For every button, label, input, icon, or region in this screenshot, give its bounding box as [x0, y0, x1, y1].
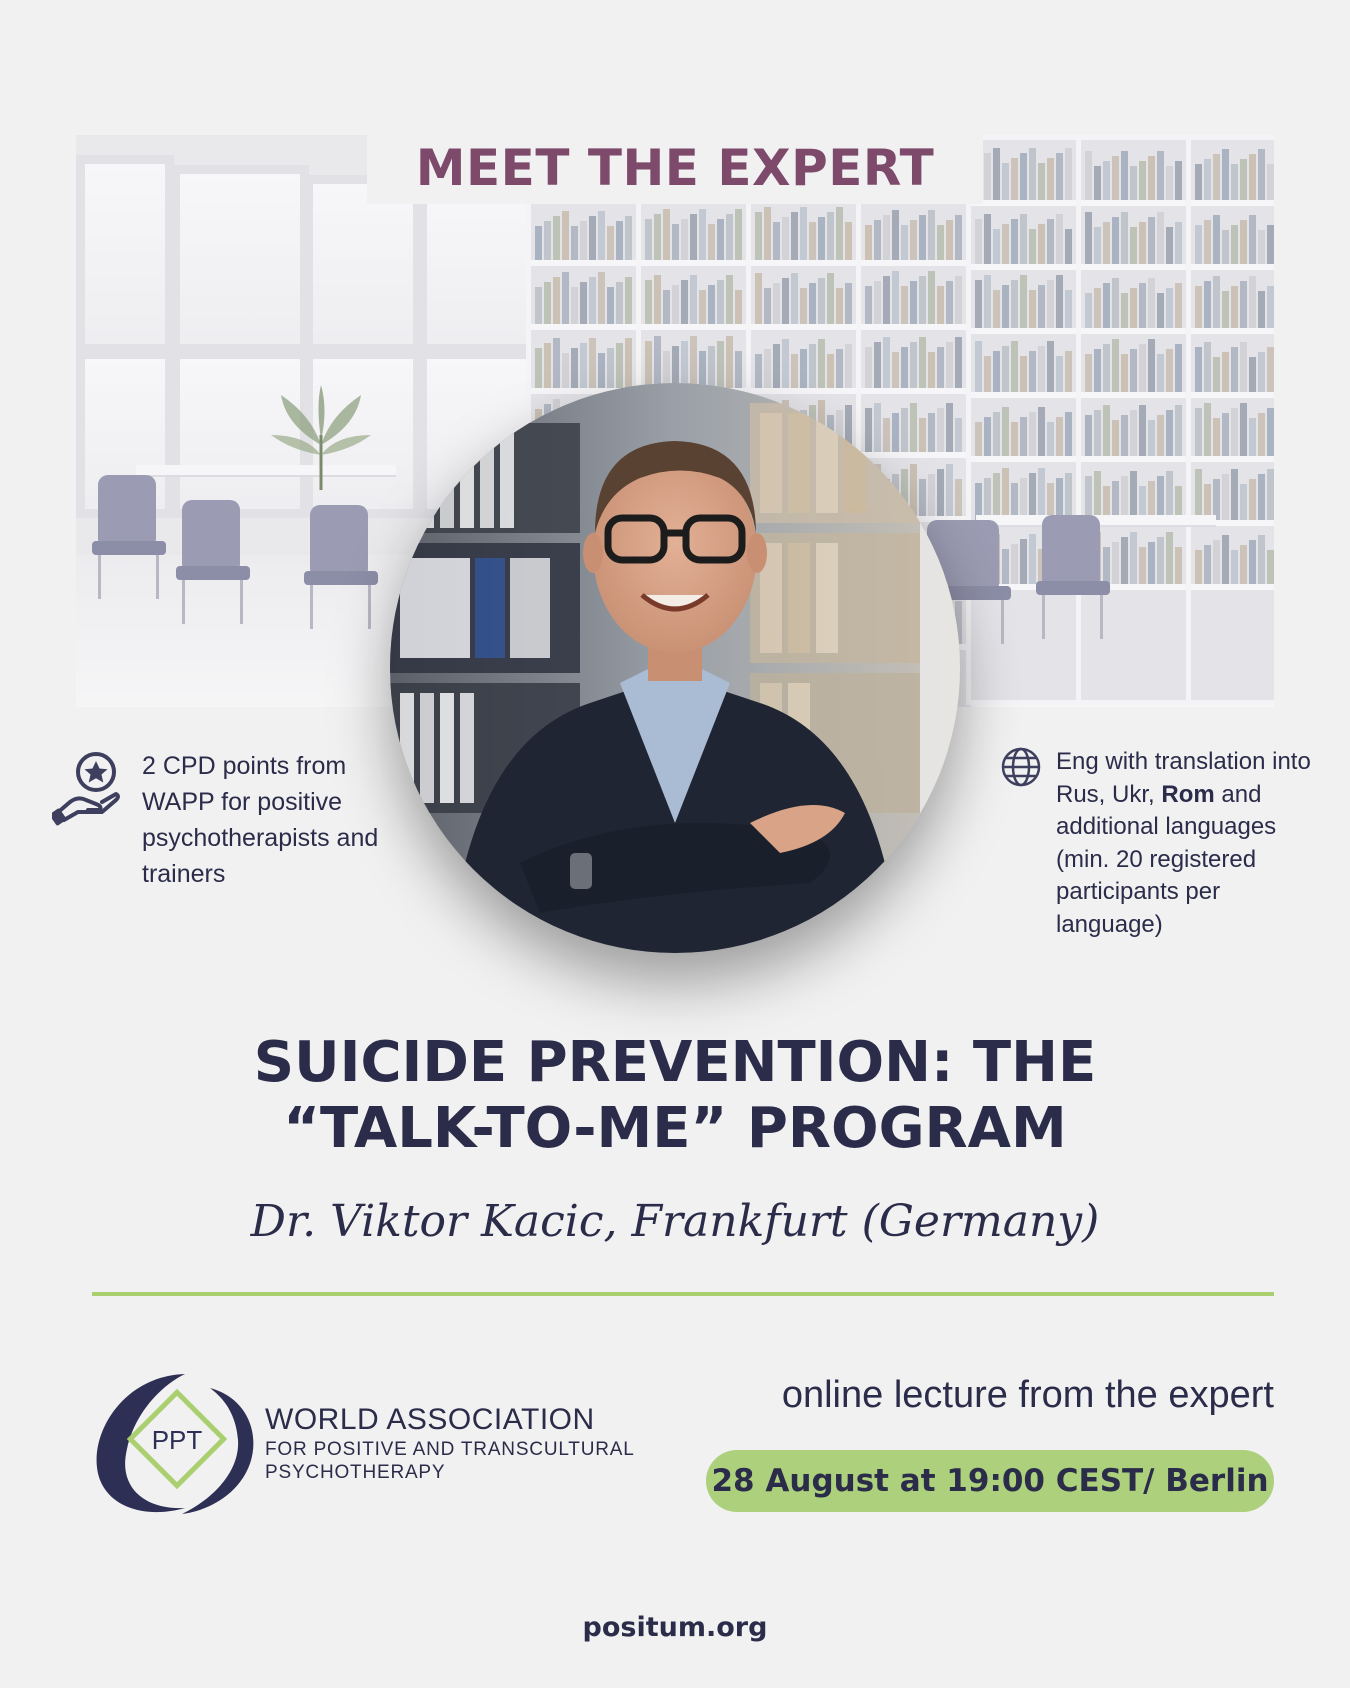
ppt-logo-icon	[90, 1370, 260, 1518]
event-date-badge: 28 August at 19:00 CEST/ Berlin	[706, 1450, 1274, 1512]
cpd-points-text: 2 CPD points from WAPP for positive psychotherapists and trainers	[142, 752, 379, 888]
organization-name: WORLD ASSOCIATION FOR POSITIVE AND TRANSCULTURAL PSYCHOTHERAPY	[265, 1403, 635, 1483]
lecture-title: SUICIDE PREVENTION: THE “TALK-TO-ME” PROGRAM	[253, 1030, 1097, 1161]
divider	[92, 1292, 1274, 1296]
heading-text: MEET THE EXPERT	[415, 139, 935, 197]
language-text: Eng with translation into Rus, Ukr, Rom and additional languages (min. 20 registered participants per language)	[1056, 748, 1311, 938]
speaker-name: Dr. Viktor Kacic, Frankfurt (Germany)	[250, 1196, 1100, 1247]
website-link[interactable]: positum.org	[582, 1612, 768, 1643]
language-bold: Rom	[1161, 780, 1215, 808]
lecture-format: online lecture from the expert	[781, 1374, 1274, 1416]
speaker-photo	[390, 383, 960, 953]
hand-star-icon	[52, 750, 122, 828]
globe-icon	[1000, 746, 1042, 788]
svg-text:PPT: PPT	[151, 1425, 203, 1455]
heading-banner	[367, 132, 983, 204]
